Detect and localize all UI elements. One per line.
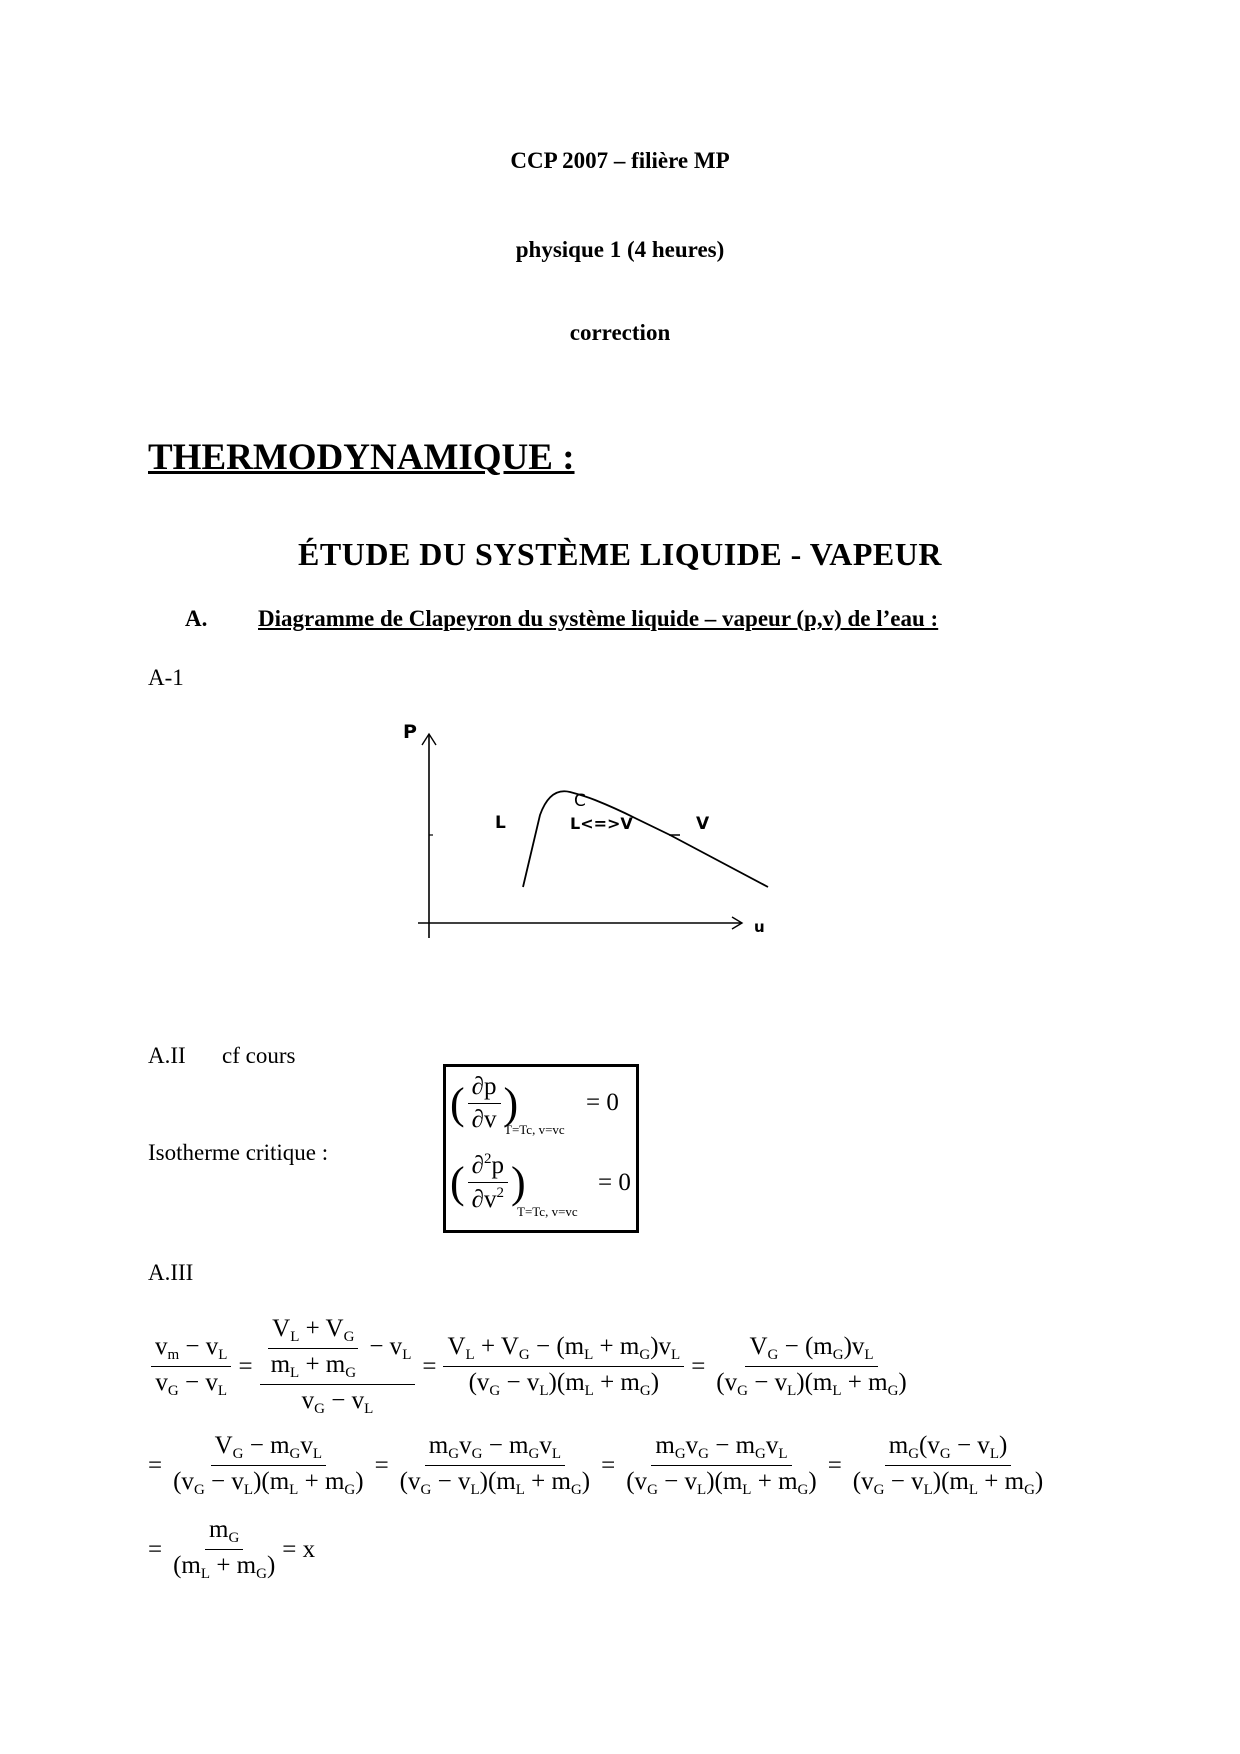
y-axis-label: P [403, 721, 417, 743]
isotherm-label: Isotherme critique : [148, 1140, 329, 1165]
x-axis-label: u [754, 918, 765, 936]
critical-conditions-box [443, 1064, 639, 1233]
second-derivative-equals: = 0 [598, 1169, 631, 1196]
a2-label: A.II [148, 1043, 186, 1068]
vapor-region-label: V [696, 814, 710, 834]
subtitle: ÉTUDE DU SYSTÈME LIQUIDE - VAPEUR [298, 536, 942, 572]
header-line-1: CCP 2007 – filière MP [510, 148, 730, 173]
first-derivative-condition: ( $\frac{\partial p}{\partial v}$ ) [450, 1073, 519, 1133]
header-line-2: physique 1 (4 heures) [515, 237, 725, 262]
subsection-number: A. [185, 606, 208, 631]
first-derivative-subscript: T=Tc, v=vc [504, 1122, 565, 1137]
a1-label: A-1 [148, 665, 184, 690]
a2-text: cf cours [222, 1043, 296, 1068]
first-derivative-equals: = 0 [586, 1089, 619, 1116]
equation-line-3: = $\frac{m_G}{(m_L + m_G)}$ = x [148, 1516, 316, 1582]
header-line-3: correction [569, 320, 671, 345]
clapeyron-diagram [380, 705, 800, 950]
a3-label: A.III [148, 1260, 194, 1285]
second-derivative-subscript: T=Tc, v=vc [517, 1204, 578, 1219]
final-equals-x: = x [282, 1535, 316, 1563]
liquid-region-label: L [495, 813, 506, 833]
mix-region-label: L<=>V [570, 814, 633, 833]
equation-line-2: = $\frac{V_G - m_Gv_L}{(v_G - v_L)(m_L + m_G)}$ = $\frac{m_Gv_G - m_Gv_L}{(v_G - v_L)(m_L + m_G)}$ = $\frac{m_Gv_G - m_Gv_L}{(v_G - v_L)(m_L + m_G)}$ = $\frac{m_G(v_G - v_L)}{(v_G - v_L)(m_L + m_G)}$ [148, 1432, 1044, 1498]
section-title: THERMODYNAMIQUE : [148, 437, 575, 478]
subsection-title: Diagramme de Clapeyron du système liquide – vapeur (p,v) de l’eau : [258, 606, 939, 631]
second-derivative-condition: ( $\frac{\partial^2p}{\partial v^2}$ ) [450, 1151, 526, 1213]
saturation-curve [523, 791, 768, 887]
critical-point-label: C [574, 791, 586, 811]
equation-line-1: $\frac{v_m - v_L}{v_G - v_L}$ = $\frac{V_L + V_G}{m_L + m_G}$ − $v_L$ $v_G - v_L$ = $\frac{V_L + V_G - (m_L + m_G)v_L}{(v_G - v_L)(m_L + m_G)}$ = $\frac{V_G - (m_G)v_L}{(v_G - v_L)(m_L + m_G)}$ [148, 1315, 914, 1418]
